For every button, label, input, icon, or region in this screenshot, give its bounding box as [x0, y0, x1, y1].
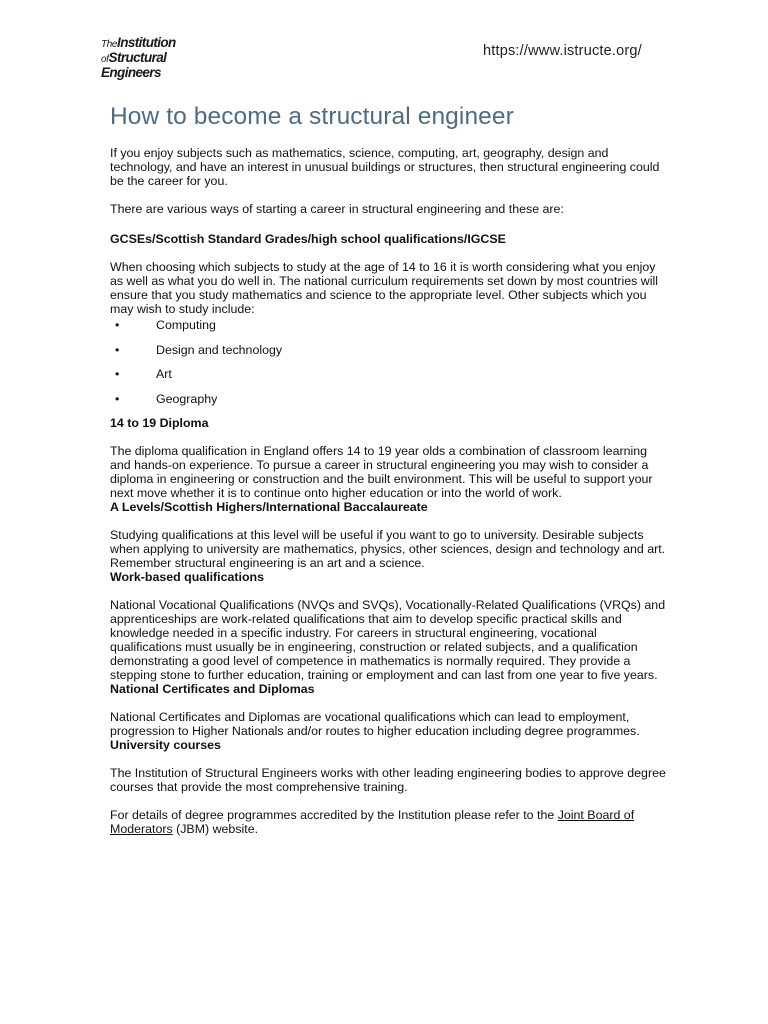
university-paragraph: The Institution of Structural Engineers works with other leading engineering bodies to approve degree courses that provide the most comprehensive training.	[110, 766, 666, 794]
bullet-icon: •	[115, 342, 120, 357]
istructe-logo	[101, 36, 176, 79]
bullet-icon: •	[115, 367, 120, 381]
gcse-paragraph: When choosing which subjects to study at the age of 14 to 16 it is worth considering what you enjoy as well as what you do well in. The national curriculum requirements set down by most countries will ensure that you study mathematics and science to the appropriate level. Other subjects which you may wish to study include:	[110, 260, 658, 316]
bullet-icon: •	[115, 391, 120, 406]
heading-diploma: 14 to 19 Diploma	[110, 416, 209, 430]
logo-line-1: TheInstitution	[101, 35, 176, 50]
heading-national: National Certificates and Diplomas	[110, 682, 315, 696]
subjects-list	[110, 318, 670, 416]
jbm-link[interactable]: Joint Board of Moderators	[110, 808, 635, 836]
header-url: https://www.istructe.org/	[483, 43, 642, 59]
national-paragraph: National Certificates and Diplomas are vocational qualifications which can lead to employment, progression to Higher Nationals and/or routes to higher education including degree programmes.	[110, 710, 640, 738]
list-item: • Geography	[115, 391, 218, 406]
list-item: • Computing	[115, 318, 216, 332]
workbased-paragraph: National Vocational Qualifications (NVQs and SVQs), Vocationally-Related Qualifications (VRQs) and apprenticeships are work-related qualifications that aim to develop specific practical skills and knowledge needed in a specific industry. For careers in structural engineering, vocational qualifications must usually be in engineering, construction or related subjects, and a qualification demonstrating a good level of competence in mathematics is normally required. They provide a stepping stone to further education, training or employment and can last from one year to five years.	[110, 598, 666, 682]
page-title: How to become a structural engineer	[110, 103, 514, 130]
jbm-paragraph: For details of degree programmes accredited by the Institution please refer to the Joint Board of Moderators (JBM) website.	[110, 808, 635, 836]
heading-gcse: GCSEs/Scottish Standard Grades/high school qualifications/IGCSE	[110, 232, 506, 246]
document-body	[110, 146, 670, 836]
diploma-paragraph: The diploma qualification in England offers 14 to 19 year olds a combination of classroom learning and hands-on experience. To pursue a career in structural engineering you may wish to consider a diploma in engineering or construction and the built environment. This will be useful to support your next move whether it is to continue onto higher education or into the world of work.	[110, 444, 653, 500]
intro-ways-paragraph: There are various ways of starting a career in structural engineering and these are:	[110, 202, 564, 216]
bullet-icon: •	[115, 318, 120, 332]
intro-paragraph: If you enjoy subjects such as mathematics, science, computing, art, geography, design and technology, and have an interest in unusual buildings or structures, then structural engineering could be the career for you.	[110, 146, 660, 188]
list-item: • Art	[115, 367, 172, 381]
logo-line-3: Engineers	[101, 65, 161, 80]
list-item: • Design and technology	[115, 342, 283, 357]
logo-line-2: ofStructural	[101, 50, 167, 65]
alevels-paragraph: Studying qualifications at this level will be useful if you want to go to university. Desirable subjects when applying to university are mathematics, physics, other sciences, design and technology and art. Remember structural engineering is an art and a science.	[110, 528, 666, 570]
heading-workbased: Work-based qualifications	[110, 570, 264, 584]
heading-alevels: A Levels/Scottish Highers/International Baccalaureate	[110, 500, 428, 514]
heading-university: University courses	[110, 738, 221, 752]
